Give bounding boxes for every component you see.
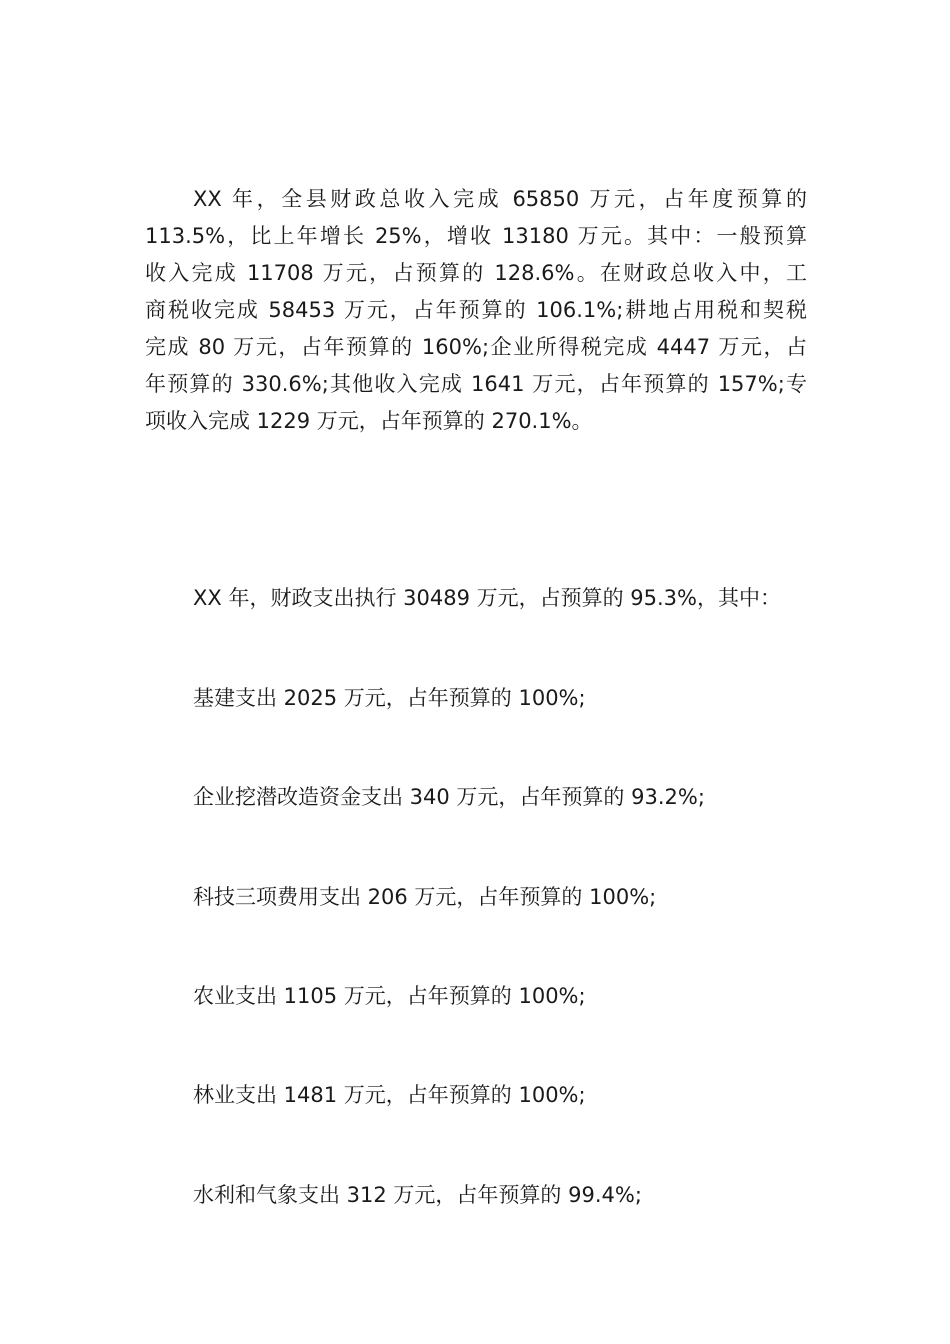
expenditure-item: 林业支出 1481 万元，占年预算的 100%; — [193, 1083, 586, 1107]
expenditure-item: 基建支出 2025 万元，占年预算的 100%; — [193, 686, 586, 710]
paragraph-line: 商税收完成 58453 万元，占年预算的 106.1%;耕地占用税和契税 — [145, 298, 807, 322]
revenue-paragraph — [145, 181, 807, 440]
expenditure-item: 水利和气象支出 312 万元，占年预算的 99.4%; — [193, 1183, 642, 1207]
paragraph-line: XX 年，全县财政总收入完成 65850 万元，占年度预算的 — [193, 187, 807, 211]
paragraph-line: 项收入完成 1229 万元，占年预算的 270.1%。 — [145, 409, 593, 433]
paragraph-line: 完成 80 万元，占年预算的 160%;企业所得税完成 4447 万元，占 — [145, 335, 807, 359]
expenditure-item: 企业挖潜改造资金支出 340 万元，占年预算的 93.2%; — [193, 785, 705, 809]
paragraph-line: 113.5%，比上年增长 25%，增收 13180 万元。其中：一般预算 — [145, 224, 807, 248]
expenditure-item: 农业支出 1105 万元，占年预算的 100%; — [193, 984, 586, 1008]
paragraph-line: 收入完成 11708 万元，占预算的 128.6%。在财政总收入中，工 — [145, 261, 807, 285]
paragraph-line: 年预算的 330.6%;其他收入完成 1641 万元，占年预算的 157%;专 — [145, 372, 807, 396]
expenditure-paragraph: XX 年，财政支出执行 30489 万元，占预算的 95.3%，其中： — [193, 586, 781, 610]
expenditure-item: 科技三项费用支出 206 万元，占年预算的 100%; — [193, 885, 657, 909]
